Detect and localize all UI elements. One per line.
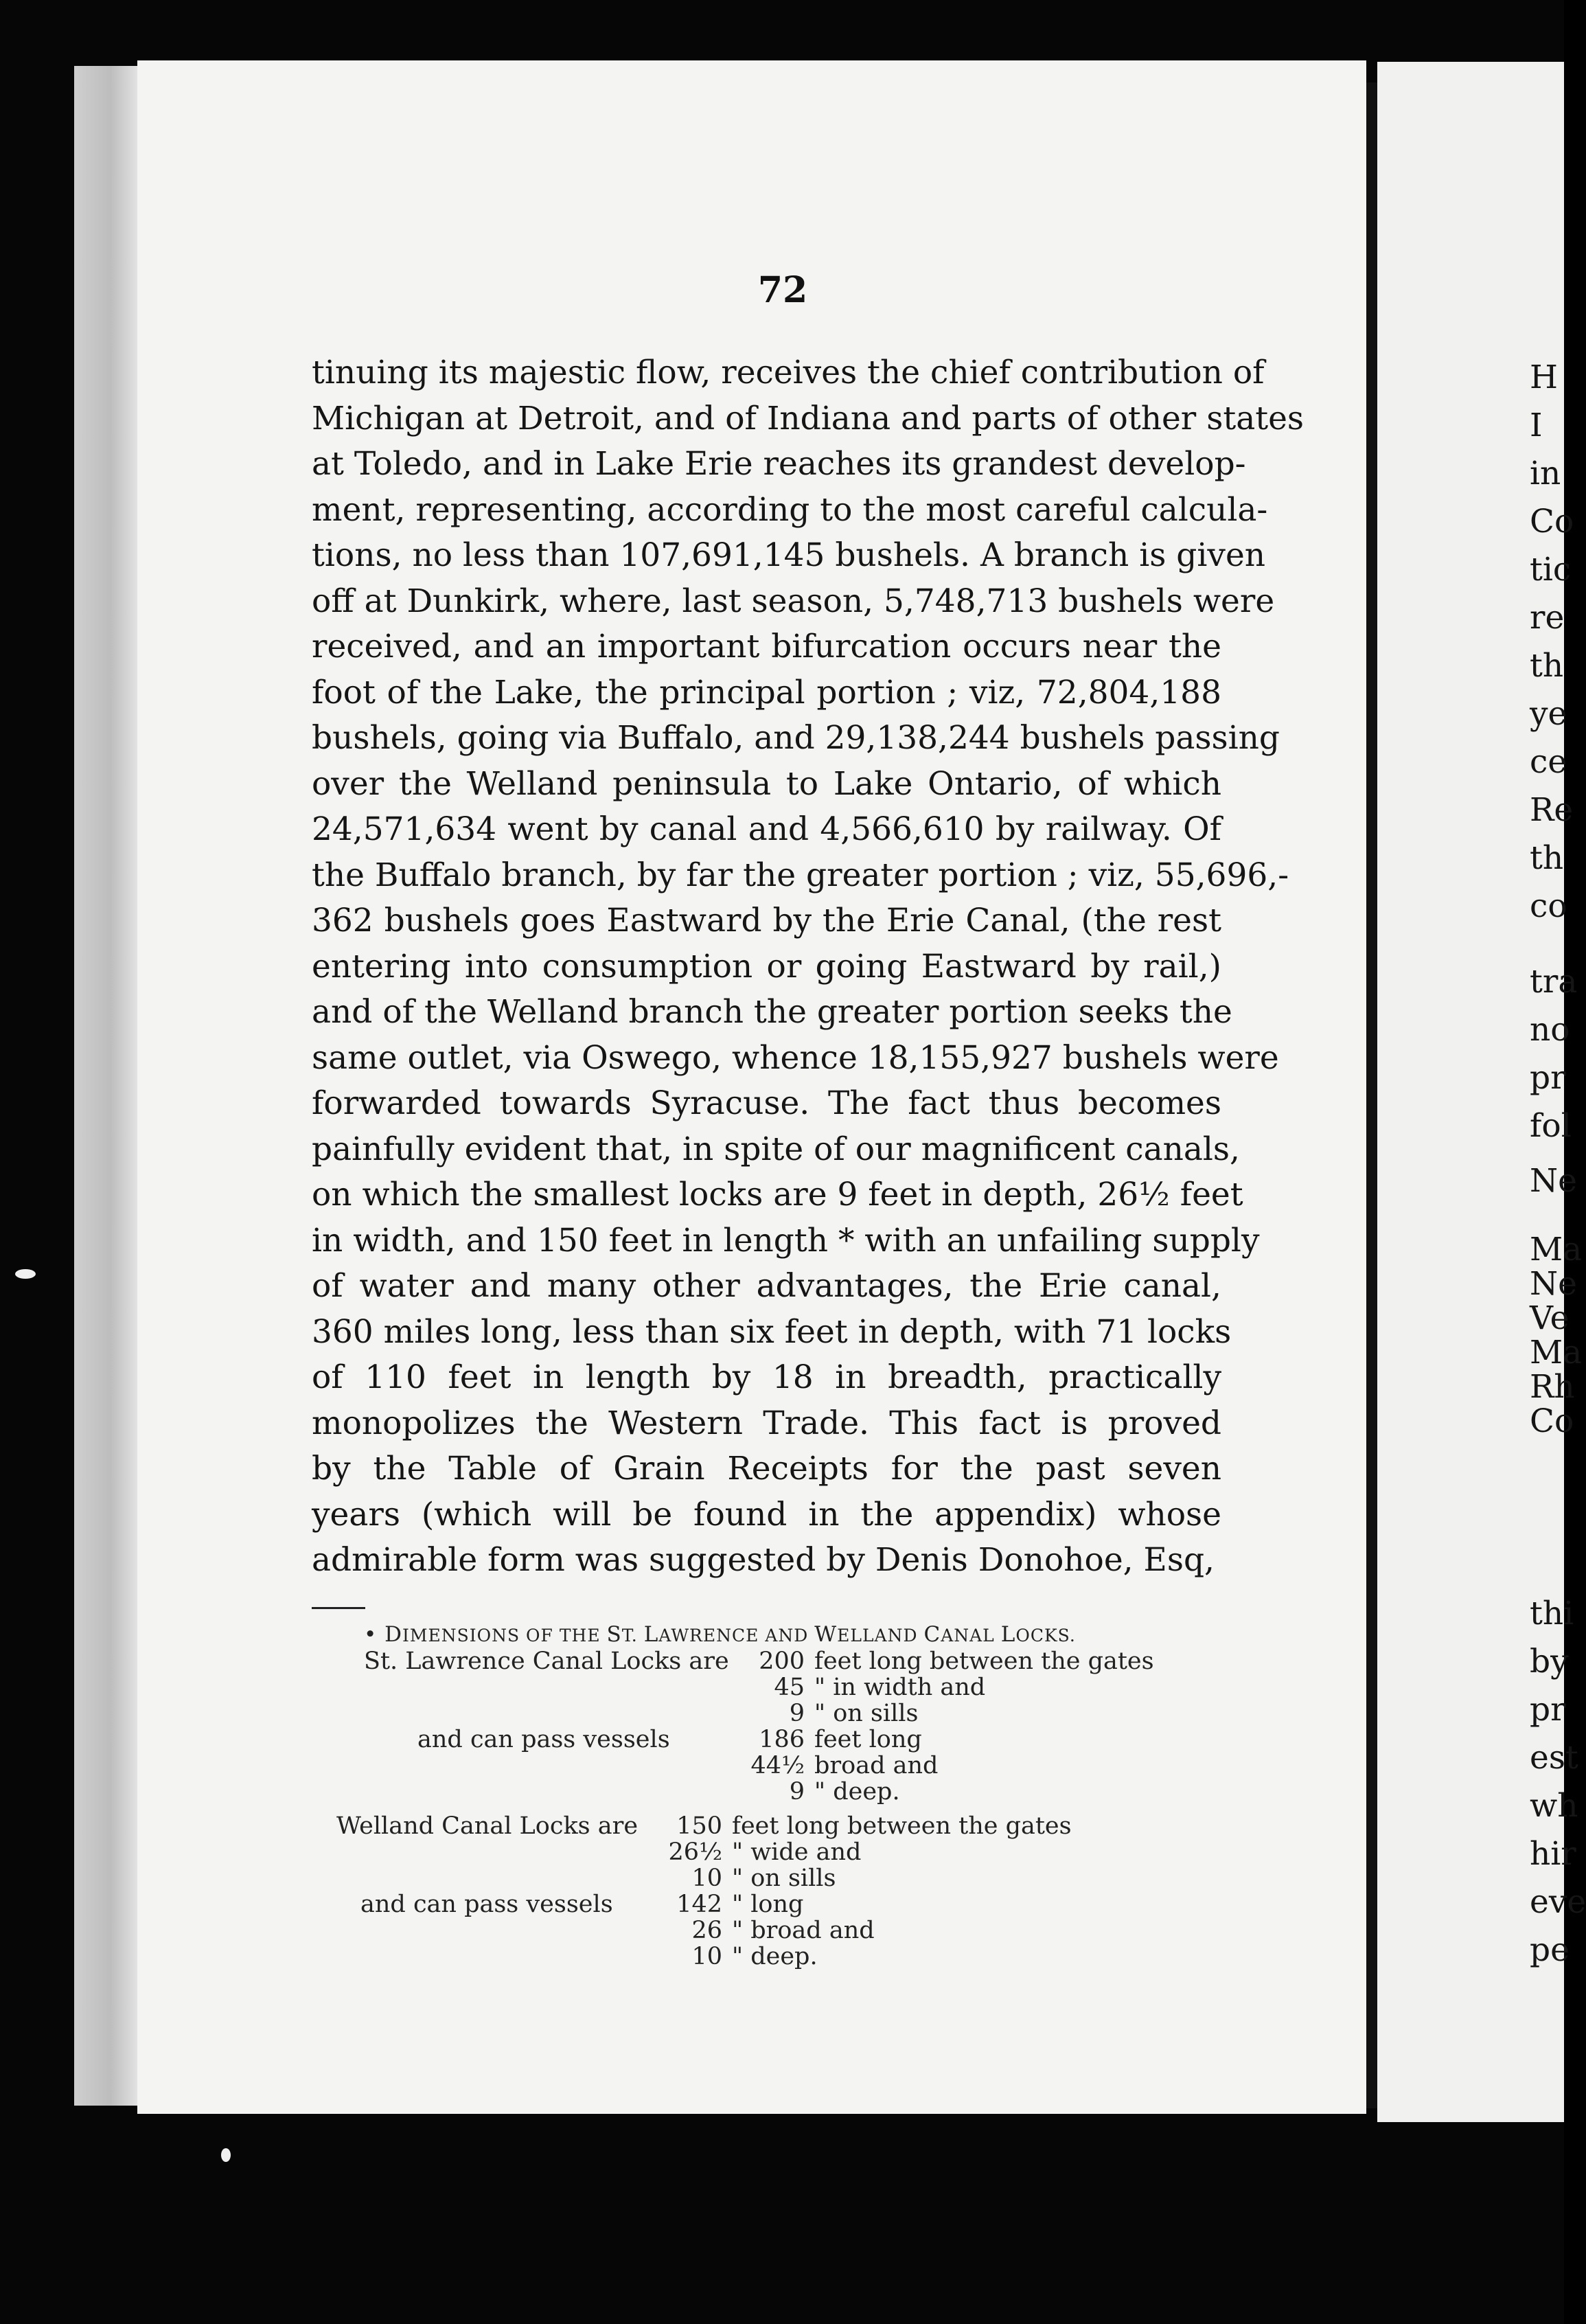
footnote-number: 44½ xyxy=(750,1752,805,1779)
facing-page-fragment: Co xyxy=(1530,503,1574,540)
facing-page-fragment: pr xyxy=(1530,1691,1566,1729)
footnote-title: • DIMENSIONS OF THE ST. LAWRENCE AND WELLAND CANAL LOCKS. xyxy=(364,1622,1076,1647)
footnote-number: 9 xyxy=(789,1778,805,1805)
footnote-number: 200 xyxy=(759,1648,805,1675)
text-line: 24,571,634 went by canal and 4,566,610 by railway. Of xyxy=(312,810,1221,848)
footnote-description: " deep. xyxy=(732,1943,818,1970)
footnote-description: " wide and xyxy=(732,1838,862,1866)
footnote-description: feet long xyxy=(814,1726,922,1753)
footnote-number: 26½ xyxy=(668,1838,722,1866)
text-line: of 110 feet in length by 18 in breadth, practically xyxy=(312,1358,1221,1396)
footnote-description: " long xyxy=(732,1891,804,1918)
text-line: on which the smallest locks are 9 feet in depth, 26½ feet xyxy=(312,1176,1243,1214)
page-fold-edge xyxy=(1366,82,1377,2108)
facing-page-fragment: th xyxy=(1530,647,1564,685)
facing-page-fragment: ye xyxy=(1530,695,1567,733)
body-text xyxy=(312,350,1305,1584)
facing-page-fragment: thi xyxy=(1530,1595,1574,1632)
facing-page-fragment: Ma xyxy=(1530,1334,1583,1371)
text-line: off at Dunkirk, where, last season, 5,748,713 bushels were xyxy=(312,582,1275,620)
text-line: same outlet, via Oswego, whence 18,155,927 bushels were xyxy=(312,1038,1279,1077)
text-line: admirable form was suggested by Denis Donohoe, Esq, xyxy=(312,1541,1215,1579)
facing-page-fragment: pe xyxy=(1530,1931,1570,1969)
page-number: 72 xyxy=(757,269,808,311)
footnote-label: and can pass vessels xyxy=(360,1891,613,1918)
facing-page-fragment: no xyxy=(1530,1011,1570,1049)
footnote-rule xyxy=(312,1607,365,1609)
text-line: over the Welland peninsula to Lake Ontario, of which xyxy=(312,764,1221,803)
footnote-description: " deep. xyxy=(814,1778,900,1805)
facing-page-fragment: eve xyxy=(1530,1883,1586,1921)
text-line: ment, representing, according to the most careful calcula- xyxy=(312,490,1268,529)
footnote-number: 9 xyxy=(789,1700,805,1727)
text-line: 362 bushels goes Eastward by the Erie Canal, (the rest xyxy=(312,902,1221,939)
scan-speck xyxy=(221,2148,231,2162)
text-line: entering into consumption or going Eastward by rail,) xyxy=(312,947,1221,986)
footnote-marker: • xyxy=(364,1622,378,1647)
facing-page-fragment: Co xyxy=(1530,1402,1574,1440)
text-line: forwarded towards Syracuse. The fact thus becomes xyxy=(312,1084,1221,1122)
footnote-number: 10 xyxy=(691,1865,722,1892)
facing-page-fragment: by xyxy=(1530,1643,1569,1681)
text-line: tinuing its majestic flow, receives the chief contribution of xyxy=(312,354,1265,391)
footnote-description: " in width and xyxy=(814,1674,986,1701)
footnote-description: " on sills xyxy=(814,1700,919,1727)
footnote-number: 142 xyxy=(676,1891,722,1918)
text-line: of water and many other advantages, the Erie canal, xyxy=(312,1267,1221,1305)
facing-page-fragment: co xyxy=(1530,887,1567,925)
text-line: monopolizes the Western Trade. This fact is proved xyxy=(312,1404,1221,1442)
footnote-number: 10 xyxy=(691,1943,722,1970)
text-line: years (which will be found in the appendix) whose xyxy=(312,1495,1221,1534)
facing-page-fragment: tra xyxy=(1530,963,1578,1001)
facing-page-fragment: hir xyxy=(1530,1835,1576,1873)
facing-page-fragment: re xyxy=(1530,599,1565,637)
facing-page-fragment: H xyxy=(1530,358,1558,396)
footnote-description: " broad and xyxy=(732,1917,875,1944)
facing-page-fragment: fol xyxy=(1530,1107,1572,1145)
facing-page-fragment: I xyxy=(1530,407,1543,444)
footnote-number: 186 xyxy=(759,1726,805,1753)
footnote-label: St. Lawrence Canal Locks are xyxy=(364,1648,729,1675)
facing-page-fragment: Ve xyxy=(1530,1299,1570,1337)
facing-page-fragment: Ne xyxy=(1530,1265,1577,1303)
text-line: in width, and 150 feet in length * with an unfailing supply xyxy=(312,1221,1260,1260)
text-line: Michigan at Detroit, and of Indiana and parts of other states xyxy=(312,399,1305,437)
text-line: painfully evident that, in spite of our magnificent canals, xyxy=(312,1130,1240,1168)
facing-page-fragment: th xyxy=(1530,839,1564,877)
facing-page-fragment: tic xyxy=(1530,551,1572,589)
text-line: 360 miles long, less than six feet in depth, with 71 locks xyxy=(312,1312,1232,1351)
footnote-number: 26 xyxy=(691,1917,722,1944)
scan-speck xyxy=(15,1269,36,1279)
facing-page-fragment: pr xyxy=(1530,1059,1566,1097)
text-line: by the Table of Grain Receipts for the past seven xyxy=(312,1450,1221,1488)
page-gutter xyxy=(74,66,140,2106)
footnote-number: 150 xyxy=(676,1812,722,1840)
footnote-description: broad and xyxy=(814,1752,939,1779)
facing-page-fragment: wh xyxy=(1530,1787,1578,1825)
facing-page-fragment: Rh xyxy=(1530,1368,1575,1406)
text-line: foot of the Lake, the principal portion ; viz, 72,804,188 xyxy=(312,673,1221,711)
text-line: at Toledo, and in Lake Erie reaches its grandest develop- xyxy=(312,445,1246,483)
footnote-description: " on sills xyxy=(732,1865,836,1892)
text-line: the Buffalo branch, by far the greater portion ; viz, 55,696,- xyxy=(312,856,1289,894)
text-line: bushels, going via Buffalo, and 29,138,244 bushels passing xyxy=(312,719,1280,757)
footnote-description: feet long between the gates xyxy=(732,1812,1072,1840)
facing-page-fragment: est xyxy=(1530,1739,1578,1777)
facing-page-fragment: in xyxy=(1530,455,1561,492)
footnote-label: and can pass vessels xyxy=(417,1726,670,1753)
text-line: received, and an important bifurcation occurs near the xyxy=(312,628,1221,665)
facing-page-fragment: Ma xyxy=(1530,1231,1583,1268)
text-line: tions, no less than 107,691,145 bushels. A branch is given xyxy=(312,536,1266,574)
text-line: and of the Welland branch the greater portion seeks the xyxy=(312,993,1232,1031)
footnote-label: Welland Canal Locks are xyxy=(336,1812,639,1840)
facing-page-fragment: ce xyxy=(1530,743,1567,781)
footnote-description: feet long between the gates xyxy=(814,1648,1154,1675)
footnote-number: 45 xyxy=(774,1674,805,1701)
facing-page-fragment: Ne xyxy=(1530,1162,1577,1200)
facing-page-fragment: Re xyxy=(1530,791,1574,829)
